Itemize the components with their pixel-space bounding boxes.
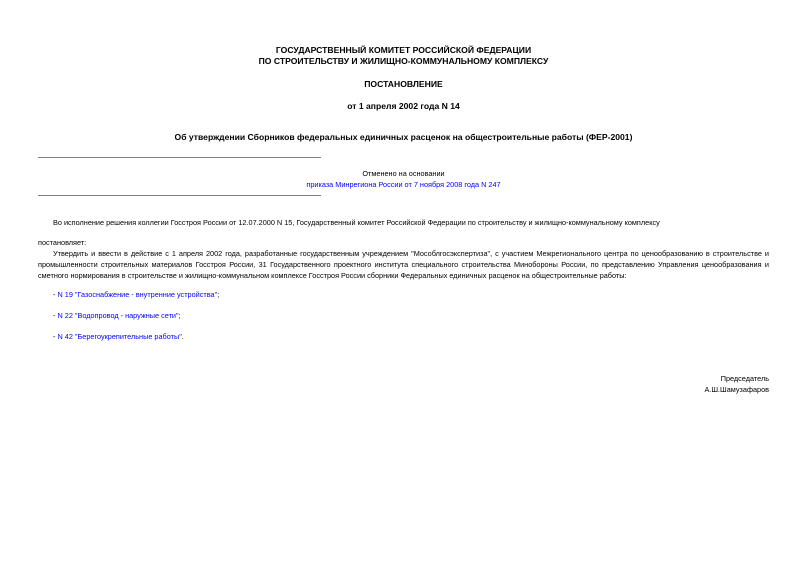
- intro-paragraph: Во исполнение решения коллегии Госстроя России от 12.07.2000 N 15, Государственный комитет Российской Федерации по строительству и жилищно-коммунальному комплексу: [53, 218, 660, 227]
- signatory-name: А.Ш.Шамузафаров: [704, 385, 769, 394]
- list-item-suffix: .: [181, 332, 184, 341]
- list-item-prefix: -: [53, 290, 58, 299]
- divider-top: [38, 157, 321, 158]
- cancellation-label: Отменено на основании: [362, 169, 445, 178]
- issuer-line-1: ГОСУДАРСТВЕННЫЙ КОМИТЕТ РОССИЙСКОЙ ФЕДЕРАЦИИ: [275, 45, 532, 55]
- decrees-word: постановляет:: [38, 238, 87, 247]
- list-item-prefix: -: [53, 311, 58, 320]
- main-paragraph: Утвердить и ввести в действие с 1 апреля 2002 года, разработанные государственным учреждением "Мособлгосэкспертиза", с участием Межрегионального центра по ценообразованию в строительстве и промышленности строительных материалов Госстроя России, 31 Государственного проектного института специального строительства Минобороны России, по представлению Управления ценообразования и сметного нормирования в строительстве и жилищно-коммунальном комплексе Госстроя России сборники Федеральных единичных расценок на общестроительные работы:: [38, 249, 769, 280]
- list-item-prefix: -: [53, 332, 58, 341]
- list-item: [53, 332, 184, 342]
- list-item: [53, 311, 181, 321]
- issuer-line-2: ПО СТРОИТЕЛЬСТВУ И ЖИЛИЩНО-КОММУНАЛЬНОМУ КОМПЛЕКСУ: [258, 56, 549, 66]
- document-type: ПОСТАНОВЛЕНИЕ: [364, 79, 443, 89]
- document-date: от 1 апреля 2002 года N 14: [347, 101, 460, 111]
- list-item-suffix: ;: [217, 290, 220, 299]
- collection-link-19[interactable]: N 19 "Газоснабжение - внутренние устройства": [57, 290, 218, 299]
- cancellation-link[interactable]: приказа Минрегиона России от 7 ноября 2008 года N 247: [306, 180, 501, 189]
- signatory-position: Председатель: [720, 374, 769, 383]
- document-title: Об утверждении Сборников федеральных единичных расценок на общестроительные работы (ФЕР-2001): [174, 132, 633, 142]
- list-item: [53, 290, 219, 300]
- issuer-heading: [0, 45, 807, 67]
- collection-link-22[interactable]: N 22 "Водопровод - наружные сети": [57, 311, 179, 320]
- collection-link-42[interactable]: N 42 "Берегоукрепительные работы": [57, 332, 182, 341]
- list-item-suffix: ;: [178, 311, 181, 320]
- divider-bottom: [38, 195, 321, 196]
